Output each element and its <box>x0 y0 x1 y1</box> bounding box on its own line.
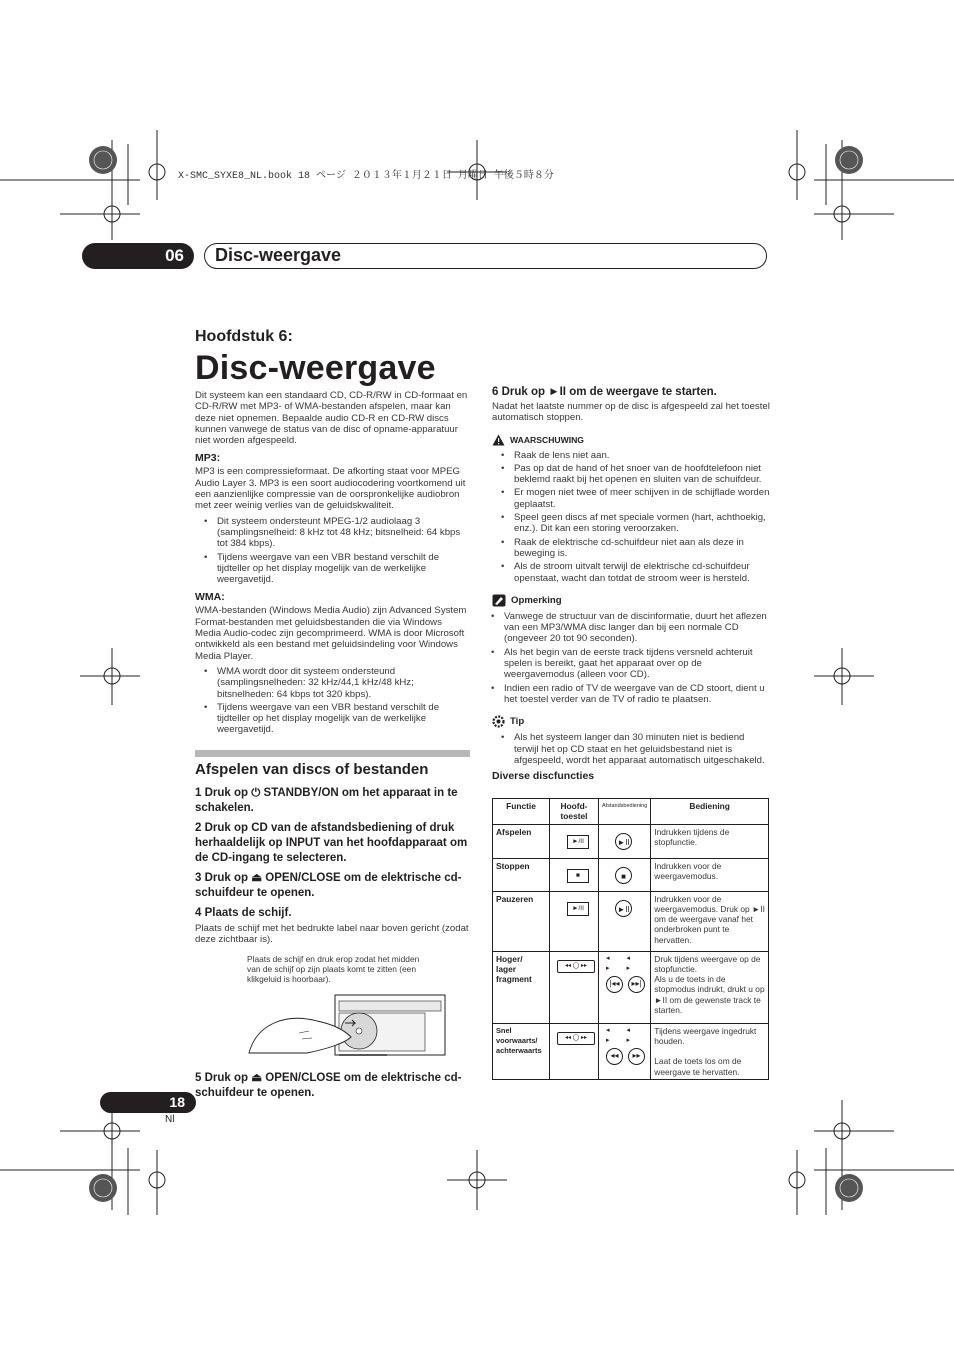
tip-bullets <box>492 732 770 766</box>
description-cell: Indrukken voor de weergavemodus. <box>651 858 769 891</box>
note-heading-text: Opmerking <box>511 594 562 606</box>
main-unit-cell <box>550 891 599 951</box>
description-cell: Tijdens weergave ingedrukt houden. Laat de toets los om de weergave te hervatten. <box>651 1023 769 1079</box>
play-pause-key-icon: ►/II <box>567 835 589 849</box>
chapter-title: Disc-weergave <box>195 349 436 387</box>
page-language: Nl <box>165 1114 175 1125</box>
description-cell: Druk tijdens weergave op de stopfunctie. Als u de toets in de stopmodus indrukt, drukt u op ►II om de gewenste track te starten. <box>651 951 769 1023</box>
rewind-icon: ◂◂ <box>606 1048 623 1065</box>
table-header-row <box>493 799 769 825</box>
warning-heading-text: WAARSCHUWING <box>510 434 584 445</box>
tip-heading <box>492 715 770 728</box>
stop-remote-icon: ■ <box>615 867 632 884</box>
chapter-label: Hoofdstuk 6: <box>195 328 293 345</box>
fast-forward-icon: ▸▸ <box>628 1048 645 1065</box>
list-item: • Tijdens weergave van een VBR bestand verschilt de tijdteller op het display mogelijk van de werkelijke weergavetijd. <box>217 702 470 736</box>
running-header <box>204 243 767 269</box>
function-cell: Afspelen <box>493 824 550 858</box>
list-item: • Pas op dat de hand of het snoer van de hoofdtelefoon niet beklemd raakt bij het openen en sluiten van de schuifdeur. <box>514 463 770 486</box>
running-header-title: Disc-weergave <box>215 245 342 265</box>
list-item: • Als de stroom uitvalt terwijl de elektrische cd-schuifdeur openstaat, wacht dan totdat de stroom weer is hersteld. <box>514 561 770 584</box>
left-column <box>195 328 470 1106</box>
step-2: 2 Druk op CD van de afstandsbediening of druk herhaaldelijk op INPUT van het hoofdapparaat om de CD-ingang te selecteren. <box>195 821 468 864</box>
function-cell: Snel voorwaarts/ achterwaarts <box>493 1023 550 1079</box>
list-item: • Dit systeem ondersteunt MPEG-1/2 audiolaag 3 (samplingsnelheid: 8 kHz tot 48 kHz; bitsnelheid: 64 kbps tot 384 kbps). <box>217 516 470 550</box>
main-unit-cell <box>550 824 599 858</box>
skip-forward-icon: ▸▸| <box>628 976 645 993</box>
function-cell: Pauzeren <box>493 891 550 951</box>
print-info: X-SMC_SYXE8_NL.book 18 ページ ２０１３年１月２１日 月曜日 午後５時８分 <box>178 171 554 182</box>
mp3-heading: MP3: <box>195 452 221 465</box>
list-item: • Tijdens weergave van een VBR bestand verschilt de tijdteller op het display mogelijk van de werkelijke weergavetijd. <box>217 552 470 586</box>
illustration-caption: Plaats de schijf en druk erop zodat het midden van de schijf op zijn plaats komt te zitten (een klikgeluid is hoorbaar). <box>247 953 420 985</box>
list-item: • Vanwege de structuur van de discinformatie, duurt het aflezen van een MP3/WMA disc langer dan bij een normale CD (ongeveer 20 tot 90 seconden). <box>504 611 770 645</box>
header-cell: Bediening <box>651 799 769 825</box>
skip-arrows-label: ◂◂ ▸▸ <box>606 954 648 972</box>
skip-knob-icon: ◂◂ ◯ ▸▸ <box>557 960 595 973</box>
header-cell: Afstandsbediening <box>599 799 651 825</box>
wma-heading: WMA: <box>195 591 225 604</box>
remote-cell <box>599 951 651 1023</box>
disc-insert-illustration <box>247 993 447 1061</box>
table-row <box>493 1023 769 1079</box>
list-item: • Raak de elektrische cd-schuifdeur niet aan als deze in beweging is. <box>514 537 770 560</box>
table-row <box>493 858 769 891</box>
intro-text: Dit systeem kan een standaard CD, CD-R/RW in CD-formaat en CD-R/RW met MP3- of WMA-bestanden afspelen, maar kan deze niet opnemen. Bepaalde audio CD-R en CD-RW discs kunnen vanwege de status van de disc of opname-apparatuur niet worden afgespeeld. <box>195 390 468 447</box>
function-cell: Stoppen <box>493 858 550 891</box>
tip-heading-text: Tip <box>510 716 525 728</box>
list-item: • Als het begin van de eerste track tijdens versneld achteruit spelen is bereikt, gaat het apparaat over op de weergavemodus (alleen voor CD). <box>504 647 770 681</box>
remote-cell <box>599 858 651 891</box>
tip-gear-icon <box>492 715 505 728</box>
header-cell: Functie <box>493 799 550 825</box>
mp3-bullets <box>195 516 470 586</box>
note-heading <box>492 594 770 607</box>
right-column <box>492 385 770 784</box>
step-1: 1 Druk op ⏻ STANDBY/ON om het apparaat in te schakelen. <box>195 786 458 814</box>
step-3: 3 Druk op ⏏ OPEN/CLOSE om de elektrische cd-schuifdeur te openen. <box>195 871 462 899</box>
warning-bullets <box>492 450 770 584</box>
function-cell: Hoger/ lager fragment <box>493 951 550 1023</box>
table-row <box>493 891 769 951</box>
search-knob-icon: ◂◂ ◯ ▸▸ <box>557 1032 595 1045</box>
page-number-badge <box>100 1092 196 1113</box>
section-title: Afspelen van discs of bestanden <box>195 760 429 778</box>
wma-bullets <box>195 666 470 736</box>
list-item: • Er mogen niet twee of meer schijven in de schijflade worden geplaatst. <box>514 487 770 510</box>
mp3-text: MP3 is een compressieformaat. De afkorting staat voor MPEG Audio Layer 3. MP3 is een soort audiocodering voortkomend uit een aanzienlijke compressie van de oorspronkelijke audiobron met zeer weinig verlies van de geluidskwaliteit. <box>195 466 466 512</box>
table-row <box>493 951 769 1023</box>
table-heading: Diverse discfuncties <box>492 770 595 783</box>
section-divider <box>195 750 470 757</box>
list-item: • Als het systeem langer dan 30 minuten niet is bediend terwijl het op CD staat en het geluidsbestand niet is afgespeeld, wordt het apparaat automatisch uitgeschakeld. <box>514 732 770 766</box>
stop-key-icon: ■ <box>567 869 589 883</box>
warning-icon <box>492 434 505 446</box>
step-5: 5 Druk op ⏏ OPEN/CLOSE om de elektrische cd-schuifdeur te openen. <box>195 1071 462 1099</box>
page-number: 18 <box>169 1094 185 1110</box>
step-6: 6 Druk op ►II om de weergave te starten. <box>492 386 717 398</box>
disc-functions-table <box>492 798 769 1080</box>
list-item: • Indien een radio of TV de weergave van de CD stoort, dient u het toestel verder van de TV of radio te plaatsen. <box>504 683 770 706</box>
step-4: 4 Plaats de schijf. <box>195 906 292 919</box>
list-item: • Raak de lens niet aan. <box>514 450 770 461</box>
skip-back-icon: |◂◂ <box>606 976 623 993</box>
chapter-number-badge <box>82 243 194 269</box>
note-bullets <box>492 611 770 705</box>
description-cell: Indrukken tijdens de stopfunctie. <box>651 824 769 858</box>
main-unit-cell <box>550 951 599 1023</box>
main-unit-cell <box>550 1023 599 1079</box>
warning-heading <box>492 434 770 446</box>
remote-cell <box>599 1023 651 1079</box>
wma-text: WMA-bestanden (Windows Media Audio) zijn Advanced System Format-bestanden met geluidsbestanden die via Windows Media Audio-codec zijn gecomprimeerd. WMA is door Microsoft ontwikkeld als een bestand met geluidsindeling voor Windows Media Player. <box>195 605 467 662</box>
header-cell: Hoofd- toestel <box>550 799 599 825</box>
table-row <box>493 824 769 858</box>
play-pause-remote-icon: ►II <box>615 900 632 917</box>
step-4-note: Plaats de schijf met het bedrukte label naar boven gericht (zodat deze zichtbaar is). <box>195 922 469 946</box>
list-item: • WMA wordt door dit systeem ondersteund (samplingsnelheden: 32 kHz/44,1 kHz/48 kHz; bitsnelheden: 64 kbps tot 320 kbps). <box>217 666 470 700</box>
description-cell: Indrukken voor de weergavemodus. Druk op ►II om de weergave vanaf het onderbroken punt te hervatten. <box>651 891 769 951</box>
remote-cell <box>599 891 651 951</box>
list-item: • Speel geen discs af met speciale vormen (hart, achthoekig, enz.). Dit kan een storing veroorzaken. <box>514 512 770 535</box>
chapter-number: 06 <box>165 246 184 265</box>
play-pause-remote-icon: ►II <box>615 833 632 850</box>
main-unit-cell <box>550 858 599 891</box>
search-arrows-label: ◂◂ ▸▸ <box>606 1026 648 1044</box>
pencil-note-icon <box>492 594 506 607</box>
remote-cell <box>599 824 651 858</box>
play-pause-key-icon: ►/II <box>567 902 589 916</box>
step-6-note: Nadat het laatste nummer op de disc is afgespeeld zal het toestel automatisch stoppen. <box>492 401 770 424</box>
